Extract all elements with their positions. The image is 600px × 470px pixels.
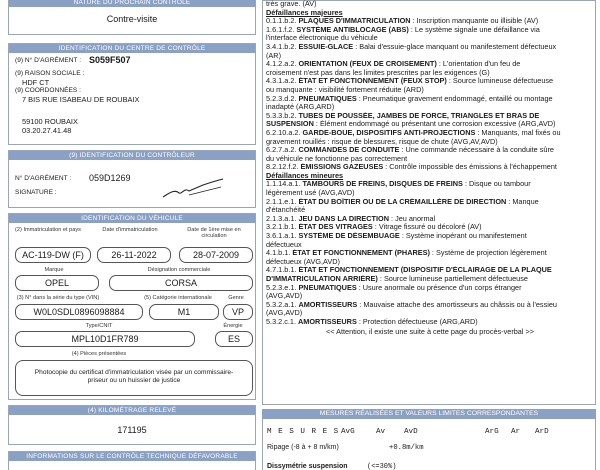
defect-title: TUBES DE POUSSÉE, JAMBES DE FORCE, TRIANGLES ET BRAS DE	[298, 111, 540, 120]
genre-field: VP	[223, 304, 253, 320]
defect-text: (AR)	[266, 51, 281, 60]
defect-line	[266, 60, 594, 69]
defect-line	[266, 77, 594, 86]
defect-code: 3.6.1.a.1.	[266, 232, 297, 241]
defect-title: AMORTISSEURS	[298, 300, 358, 309]
col-ar: Ar	[511, 428, 521, 436]
defect-text: défectueux (AVG,AVD)	[266, 257, 340, 266]
defect-code: 4.7.1.b.1.	[266, 266, 297, 275]
defect-title: AMORTISSEURS	[298, 317, 357, 326]
defect-code: 1.1.14.a.1.	[266, 180, 301, 189]
defect-text: inadapté (ARG,ARD)	[266, 103, 335, 112]
mesures-title: M E S U R E S	[267, 428, 340, 436]
defect-text: : Disque ou tambour	[462, 180, 531, 189]
controleur-panel	[8, 150, 256, 208]
centre-raison-value: HDF CT	[22, 78, 50, 87]
defect-line	[266, 120, 594, 129]
defect-code: 2.1.1.e.1.	[266, 197, 297, 206]
col-av: Av	[376, 428, 386, 436]
defect-line	[266, 189, 594, 198]
defect-text: : Protection défectueuse (ARG,ARD)	[356, 317, 478, 326]
defect-text: légèrement usé (AVG,AVD)	[266, 189, 355, 198]
defect-title: ÉTAT DU BOÎTIER OU DE LA CRÉMAILLÈRE DE DIRECTION	[298, 197, 507, 206]
dissymetrie-label: Dissymétrie suspension	[267, 463, 348, 470]
defect-text: : Mauvaise attache des amortisseurs au châssis ou à l'essieu	[357, 300, 557, 309]
defect-title: PNEUMATIQUES	[298, 283, 357, 292]
centre-panel	[8, 43, 256, 145]
col-arg: ArG	[485, 428, 499, 436]
centre-agrement-label: (9) N° D'AGRÉMENT :	[15, 57, 82, 64]
defect-text: (AVG,AVD)	[266, 309, 303, 318]
defect-title: ÉTAT DES VITRAGES	[298, 223, 373, 232]
pieces-text: Photocopie du certificat d'immatriculation visée par un commissaire-priseur ou un huissier de justice	[34, 369, 234, 384]
defect-text: : Contrôle impossible des émissions à l'échappement	[383, 163, 557, 172]
label-immat: (2) Immatriculation et pays	[15, 227, 81, 233]
defect-line	[266, 43, 594, 52]
defect-title: D'IMMATRICULATION ARRIÈRE)	[266, 275, 378, 283]
defect-line	[266, 112, 594, 121]
label-energie: Énergie	[223, 323, 243, 329]
defect-line	[266, 34, 594, 43]
defect-line	[266, 163, 594, 172]
defect-text: gravement rouillés : risque de blessures, risque de chute (AVG,AV,AVD)	[266, 137, 498, 146]
footer-header: INFORMATIONS SUR LE CONTRÔLE TECHNIQUE DÉFAVORABLE	[9, 452, 255, 461]
defect-line	[266, 69, 594, 78]
designation-field: CORSA	[109, 275, 253, 291]
col-avd: AvD	[404, 428, 418, 436]
defect-line	[266, 241, 594, 250]
label-genre: Genre	[228, 295, 244, 301]
defect-code: 0.1.1.b.2.	[266, 17, 297, 26]
kilometrage-panel	[8, 405, 256, 445]
defect-text: ou manquante : visibilité fortement réduite (ARD)	[266, 85, 424, 94]
defect-code: 8.2.12.f.2.	[266, 163, 299, 172]
defect-code: 6.2.10.a.2.	[266, 128, 301, 137]
centre-phone: 03.20.27.41.48	[22, 126, 72, 135]
defect-text: l'interface électronique du véhicule	[266, 34, 378, 43]
mineures-list	[266, 180, 594, 326]
left-column	[8, 0, 256, 470]
label-marque: Marque	[44, 267, 64, 273]
defect-text: : Inscription manquante ou illisible (AV)	[410, 17, 539, 26]
defect-title: ÉTAT ET FONCTIONNEMENT (DISPOSITIF D'ÉCLAIRAGE DE LA PLAQUE	[298, 266, 552, 275]
defect-code: 5.2.3.d.2.	[266, 94, 297, 103]
ripage-value: +0.8m/km	[389, 444, 424, 452]
label-date-circ: Date de 1ère mise en circulation	[187, 227, 241, 239]
defect-line	[266, 309, 594, 318]
defect-title: ESSUIE-GLACE	[298, 42, 354, 51]
defect-line	[266, 52, 594, 61]
defect-line	[266, 26, 594, 35]
defect-line	[266, 129, 594, 138]
next-visit-header: NATURE DU PROCHAIN CONTRÔLE	[9, 0, 255, 7]
label-type: Type/CNIT	[85, 323, 113, 329]
defect-line	[266, 275, 594, 284]
defect-text: : Le système signale une défaillance via	[408, 25, 540, 34]
centre-raison-label: (9) RAISON SOCIALE :	[15, 70, 85, 77]
majeures-title: Défaillances majeures	[266, 8, 343, 17]
defect-text: (AVG,AVD)	[266, 292, 303, 301]
defect-code: 6.2.7.a.2.	[266, 146, 297, 155]
defect-line	[266, 146, 594, 155]
defect-line	[266, 292, 594, 301]
marque-field: OPEL	[15, 275, 99, 291]
signature-scribble	[159, 175, 229, 201]
defect-text: : Système inopérant ou manifestement	[399, 232, 527, 241]
defect-line	[266, 258, 594, 267]
defect-text: : Source lumineuse partiellement défectueuse	[377, 275, 528, 283]
defect-title: SUSPENSION	[266, 120, 314, 129]
label-date-immat: Date d'immatriculation	[102, 227, 158, 233]
defect-title: GARDE-BOUE, DISPOSITIFS ANTI-PROJECTIONS	[302, 128, 476, 137]
kilometrage-header: (4) KILOMÉTRAGE RELEVÉ	[9, 406, 255, 415]
defect-text: : Élément endommagé ou présentant une corrosion excessive (ARG,AVD)	[313, 120, 556, 129]
top-line: très grave. (AV)	[266, 0, 317, 8]
defect-text: défectueux	[266, 240, 302, 249]
attention-note: << Attention, il existe une suite à cette page du procès-verbal >>	[325, 327, 535, 336]
defect-title: ÉMISSIONS GAZEUSES	[300, 163, 384, 172]
defect-text: : L'orientation d'un feu de	[436, 60, 521, 69]
centre-address-2: 59100 ROUBAIX	[22, 117, 78, 126]
mineures-title: Défaillances mineures	[266, 171, 344, 180]
dissymetrie-limit: (<=30%)	[367, 463, 397, 470]
defect-text: : Balai d'essuie-glace manquant ou manifestement défectueux	[353, 42, 557, 51]
defect-text: : Jeu anormal	[388, 214, 436, 223]
categorie-field: M1	[149, 304, 219, 320]
defect-title: PNEUMATIQUES	[298, 94, 357, 103]
vehicule-panel	[8, 213, 256, 400]
defect-text: : Pneumatique gravement endommagé, entaillé ou montage	[356, 94, 553, 103]
controleur-header: (9) IDENTIFICATION DU CONTRÔLEUR	[9, 151, 255, 160]
defect-code: 2.1.3.a.1.	[266, 214, 297, 223]
defect-code: 4.1.b.1.	[266, 249, 291, 258]
defect-text: : Source lumineuse défectueuse	[446, 77, 554, 86]
defect-title: COMMANDES DE CONDUITE	[298, 146, 400, 155]
majeures-list	[266, 17, 594, 172]
defect-line	[266, 155, 594, 164]
centre-agrement-value: S059F507	[89, 55, 131, 65]
vehicule-header: IDENTIFICATION DU VÉHICULE	[9, 214, 255, 223]
footer-panel	[8, 451, 256, 470]
defect-text: : Manquants, mal fixés ou	[475, 128, 561, 137]
defect-line	[266, 138, 594, 147]
controleur-agrement-value: 059D1269	[89, 173, 131, 183]
label-pieces: (4) Pièces présentées	[71, 351, 127, 357]
ripage-label: Ripage (-8 à + 8 m/km)	[267, 444, 339, 451]
defect-code: 4.3.1.a.2.	[266, 77, 297, 86]
defect-line	[266, 215, 594, 224]
col-avg: AvG	[341, 428, 355, 436]
defect-text: croisement n'est pas dans les limites prescrites par les exigences (G)	[266, 68, 490, 77]
defect-title: TAMBOURS DE FREINS, DISQUES DE FREINS	[302, 180, 463, 189]
defect-line	[266, 198, 594, 207]
defect-title: JEU DANS LA DIRECTION	[298, 214, 389, 223]
defect-line	[266, 301, 594, 310]
label-designation: Désignation commerciale	[147, 267, 211, 273]
pieces-box	[15, 360, 253, 396]
defect-text: : Système de projection légèrement	[429, 249, 547, 258]
defect-code: 3.4.1.b.2.	[266, 42, 297, 51]
mesures-header: MESURES RÉALISÉES ET VALEURS LIMITES CORRESPONDANTES	[262, 409, 596, 419]
label-vin: (3) N° dans la série du type (VIN)	[16, 295, 100, 301]
defect-code: 5.3.3.b.2.	[266, 111, 297, 120]
defect-line	[266, 232, 594, 241]
defect-code: 5.3.2.c.1.	[266, 317, 297, 326]
col-ard: ArD	[535, 428, 549, 436]
defect-title: ÉTAT ET FONCTIONNEMENT (FEUX STOP)	[298, 77, 447, 86]
controleur-signature-label: SIGNATURE :	[15, 189, 57, 196]
mesures-panel	[262, 419, 596, 470]
defect-code: 1.6.1.f.2.	[266, 25, 295, 34]
defect-line	[266, 249, 594, 258]
defect-line	[266, 266, 594, 275]
defect-text: du véhicule ne fonctionne pas correctement	[266, 154, 408, 163]
defect-title: ORIENTATION (FEUX DE CROISEMENT)	[298, 60, 437, 69]
type-field: MPL10D1FR789	[15, 331, 195, 347]
defect-line	[266, 284, 594, 293]
defect-line	[266, 223, 594, 232]
defect-title: SYSTÈME ANTIBLOCAGE (ABS)	[296, 25, 409, 34]
defect-title: SYSTÈME DE DÉSEMBUAGE	[298, 232, 400, 241]
defect-code: 5.2.3.e.1.	[266, 283, 297, 292]
centre-address-1: 7 BIS RUE ISABEAU DE ROUBAIX	[22, 95, 140, 104]
defect-line	[266, 86, 594, 95]
defect-code: 3.2.1.b.1.	[266, 223, 297, 232]
centre-header: IDENTIFICATION DU CENTRE DE CONTRÔLE	[9, 44, 255, 53]
defect-line	[266, 180, 594, 189]
defect-title: PLAQUES D'IMMATRICULATION	[298, 17, 411, 26]
right-column	[262, 0, 596, 470]
controleur-agrement-label: N° D'AGRÉMENT :	[15, 175, 72, 182]
defect-line	[266, 103, 594, 112]
defect-text: : Vitrage fissuré ou décoloré (AV)	[372, 223, 482, 232]
defect-text: : Usure anormale ou présence d'un corps étranger	[356, 283, 522, 292]
immat-field: AC-119-DW (F)	[15, 247, 91, 263]
date-immat-field: 26-11-2022	[97, 247, 171, 263]
next-visit-panel	[8, 0, 256, 35]
defect-line	[266, 95, 594, 104]
defect-text: : Manque	[506, 197, 539, 206]
defect-line	[266, 17, 594, 26]
vin-field: W0L0SDL0896098884	[15, 304, 143, 320]
label-categorie: (5) Catégorie internationale	[144, 295, 212, 301]
defect-line	[266, 206, 594, 215]
defects-list	[266, 0, 594, 336]
defect-code: 4.1.2.a.2.	[266, 60, 297, 69]
centre-coord-label: (9) COORDONNÉES :	[15, 87, 81, 94]
energie-field: ES	[215, 331, 253, 347]
defect-title: ÉTAT ET FONCTIONNEMENT (PHARES)	[292, 249, 430, 258]
defect-line	[266, 318, 594, 327]
defect-code: 5.3.2.a.1.	[266, 300, 297, 309]
date-circ-field: 28-07-2009	[179, 247, 253, 263]
defect-text: d'étanchéité	[266, 206, 306, 215]
defect-text: : Une commande nécessaire à la conduite sûre	[399, 146, 554, 155]
next-visit-value: Contre-visite	[106, 14, 158, 24]
kilometrage-value: 171195	[117, 425, 147, 435]
